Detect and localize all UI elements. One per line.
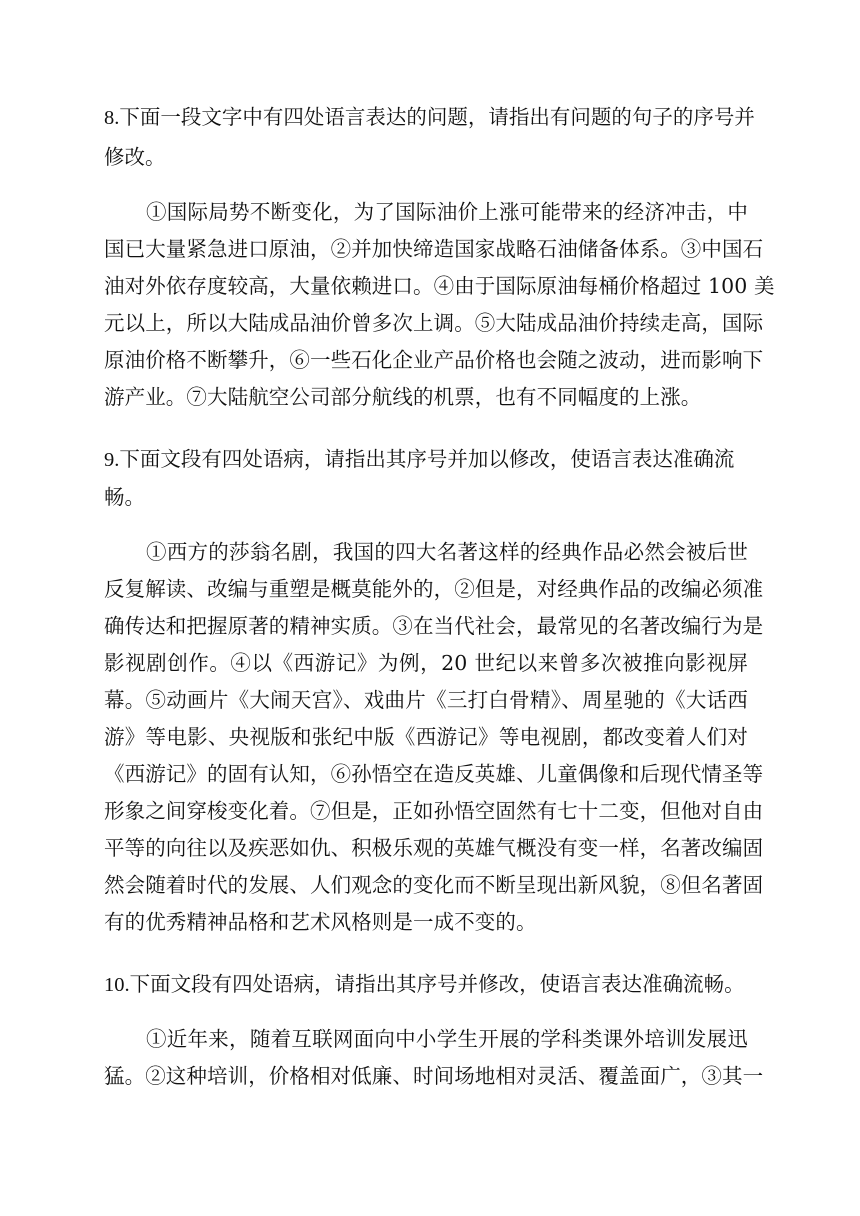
question-10-passage-line: 猛。②这种培训，价格相对低廉、时间场地相对灵活、覆盖面广，③其一: [104, 1064, 764, 1088]
question-8-passage-line: 元以上，所以大陆成品油价曾多次上调。⑤大陆成品油价持续走高，国际: [104, 311, 764, 335]
question-9-passage-line: 影视剧创作。④以《西游记》为例，20 世纪以来曾多次被推向影视屏: [104, 651, 748, 675]
question-9-passage-line: 反复解读、改编与重塑是概莫能外的，②但是，对经典作品的改编必须准: [104, 577, 764, 601]
question-10-title-line-1: 10.下面文段有四处语病，请指出其序号并修改，使语言表达准确流畅。: [104, 974, 745, 996]
question-8-title-line-1: 8.下面一段文字中有四处语言表达的问题，请指出有问题的句子的序号并: [104, 107, 755, 129]
question-9-passage-line: 《西游记》的固有认知，⑥孙悟空在造反英雄、儿童偶像和后现代情圣等: [104, 762, 764, 786]
question-9-passage-line: 确传达和把握原著的精神实质。③在当代社会，最常见的名著改编行为是: [104, 614, 764, 638]
question-8-passage-line: ①国际局势不断变化，为了国际油价上涨可能带来的经济冲击，中: [146, 200, 748, 224]
question-9-passage-line: 有的优秀精神品格和艺术风格则是一成不变的。: [104, 910, 537, 934]
question-10-passage-line: ①近年来，随着互联网面向中小学生开展的学科类课外培训发展迅: [146, 1027, 748, 1051]
question-9-title-line-1: 9.下面文段有四处语病，请指出其序号并加以修改，使语言表达准确流: [104, 449, 735, 471]
question-9-title-line-2: 畅。: [104, 487, 145, 509]
question-9-passage-line: 幕。⑤动画片《大闹天宫》、戏曲片《三打白骨精》、周星驰的《大话西: [104, 688, 748, 712]
question-8-passage-line: 国已大量紧急进口原油，②并加快缔造国家战略石油储备体系。③中国石: [104, 237, 764, 261]
question-8-passage-line: 原油价格不断攀升，⑥一些石化企业产品价格也会随之波动，进而影响下: [104, 348, 764, 372]
question-8-passage-line: 油对外依存度较高，大量依赖进口。④由于国际原油每桶价格超过 100 美: [104, 274, 775, 298]
question-9-passage-line: ①西方的莎翁名剧，我国的四大名著这样的经典作品必然会被后世: [146, 540, 748, 564]
question-9-passage-line: 形象之间穿梭变化着。⑦但是，正如孙悟空固然有七十二变，但他对自由: [104, 799, 764, 823]
question-9-passage-line: 平等的向往以及疾恶如仇、积极乐观的英雄气概没有变一样，名著改编固: [104, 836, 764, 860]
question-8-passage-line: 游产业。⑦大陆航空公司部分航线的机票，也有不同幅度的上涨。: [104, 385, 702, 409]
question-9-passage-line: 然会随着时代的发展、人们观念的变化而不断呈现出新风貌，⑧但名著固: [104, 873, 764, 897]
question-8-title-line-2: 修改。: [104, 147, 166, 169]
question-9-passage-line: 游》等电影、央视版和张纪中版《西游记》等电视剧，都改变着人们对: [104, 725, 748, 749]
